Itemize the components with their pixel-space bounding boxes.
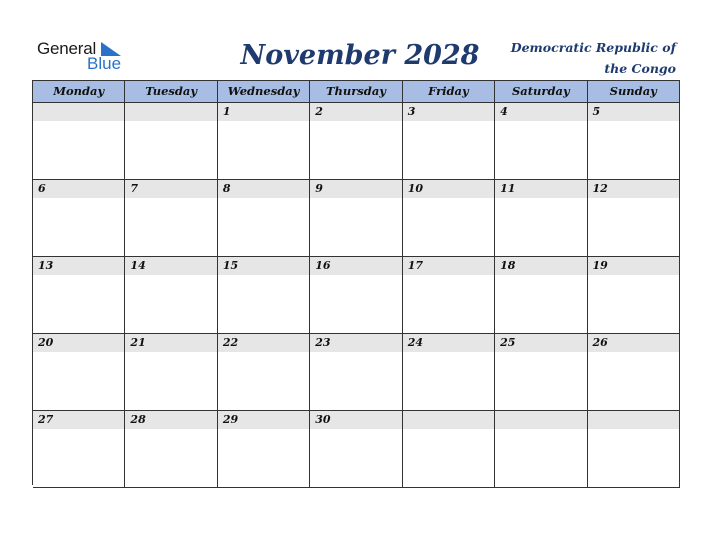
day-number: 8	[222, 182, 231, 195]
day-cell	[495, 257, 587, 334]
day-cell	[33, 180, 125, 257]
day-cell	[218, 103, 310, 180]
day-number: 6	[38, 182, 46, 195]
day-number: 21	[130, 336, 146, 349]
day-number: 27	[38, 413, 54, 426]
weekday-header: Saturday	[495, 81, 587, 103]
day-number: 24	[407, 336, 423, 349]
day-number: 4	[500, 105, 508, 118]
day-cell	[403, 103, 495, 180]
day-cell	[218, 411, 310, 488]
day-number: 20	[38, 336, 54, 349]
day-cell	[588, 411, 680, 488]
day-cell	[33, 411, 125, 488]
day-cell	[588, 180, 680, 257]
weekday-header: Wednesday	[218, 81, 310, 103]
week-row	[33, 334, 680, 411]
day-cell	[218, 257, 310, 334]
day-cell	[403, 180, 495, 257]
day-cell	[125, 257, 217, 334]
calendar-grid	[32, 80, 680, 485]
day-number: 11	[500, 182, 516, 195]
day-cell	[33, 257, 125, 334]
week-row	[33, 411, 680, 488]
day-cell	[125, 180, 217, 257]
weekday-header: Thursday	[310, 81, 402, 103]
day-cell	[33, 103, 125, 180]
day-cell	[125, 411, 217, 488]
day-cell	[588, 257, 680, 334]
day-number: 5	[592, 105, 601, 118]
day-number: 14	[130, 259, 146, 272]
day-cell	[403, 411, 495, 488]
day-number: 16	[315, 259, 331, 272]
generalblue-logo	[37, 40, 127, 74]
day-cell	[125, 334, 217, 411]
day-number: 13	[38, 259, 54, 272]
day-number: 28	[130, 413, 146, 426]
day-number: 19	[592, 259, 608, 272]
weekday-header: Monday	[33, 81, 125, 103]
day-cell	[403, 257, 495, 334]
country-line-2: the Congo	[604, 61, 676, 76]
day-number: 18	[500, 259, 516, 272]
weekday-header: Friday	[403, 81, 495, 103]
day-number: 3	[407, 105, 416, 118]
day-cell	[310, 411, 402, 488]
day-cell	[495, 334, 587, 411]
day-cell	[310, 103, 402, 180]
day-number: 29	[222, 413, 239, 426]
day-cell	[495, 103, 587, 180]
country-line-1: Democratic Republic of	[510, 40, 676, 55]
weekday-header: Sunday	[588, 81, 680, 103]
day-cell	[310, 334, 402, 411]
day-cell	[310, 180, 402, 257]
day-number: 7	[130, 182, 139, 195]
day-number: 10	[407, 182, 423, 195]
day-number: 23	[315, 336, 331, 349]
day-cell	[495, 411, 587, 488]
day-cell	[218, 334, 310, 411]
day-cell	[588, 334, 680, 411]
week-row	[33, 103, 680, 180]
day-number: 1	[222, 105, 231, 118]
day-cell	[310, 257, 402, 334]
logo-text-blue: Blue	[87, 54, 122, 73]
country-name	[476, 37, 676, 79]
day-number: 22	[222, 336, 239, 349]
logo-text-general: General	[37, 39, 97, 58]
week-row	[33, 257, 680, 334]
day-number: 2	[315, 105, 323, 118]
day-number: 26	[592, 336, 608, 349]
day-number: 12	[592, 182, 608, 195]
day-number: 17	[407, 259, 423, 272]
day-cell	[588, 103, 680, 180]
weekday-header: Tuesday	[125, 81, 217, 103]
weekday-header-row	[33, 81, 680, 103]
day-cell	[495, 180, 587, 257]
week-row	[33, 180, 680, 257]
day-cell	[33, 334, 125, 411]
day-cell	[403, 334, 495, 411]
day-cell	[125, 103, 217, 180]
page-title: November 2028	[240, 40, 480, 71]
day-number: 9	[315, 182, 323, 195]
day-number: 30	[315, 413, 331, 426]
day-number: 25	[500, 336, 516, 349]
day-number: 15	[222, 259, 239, 272]
day-cell	[218, 180, 310, 257]
